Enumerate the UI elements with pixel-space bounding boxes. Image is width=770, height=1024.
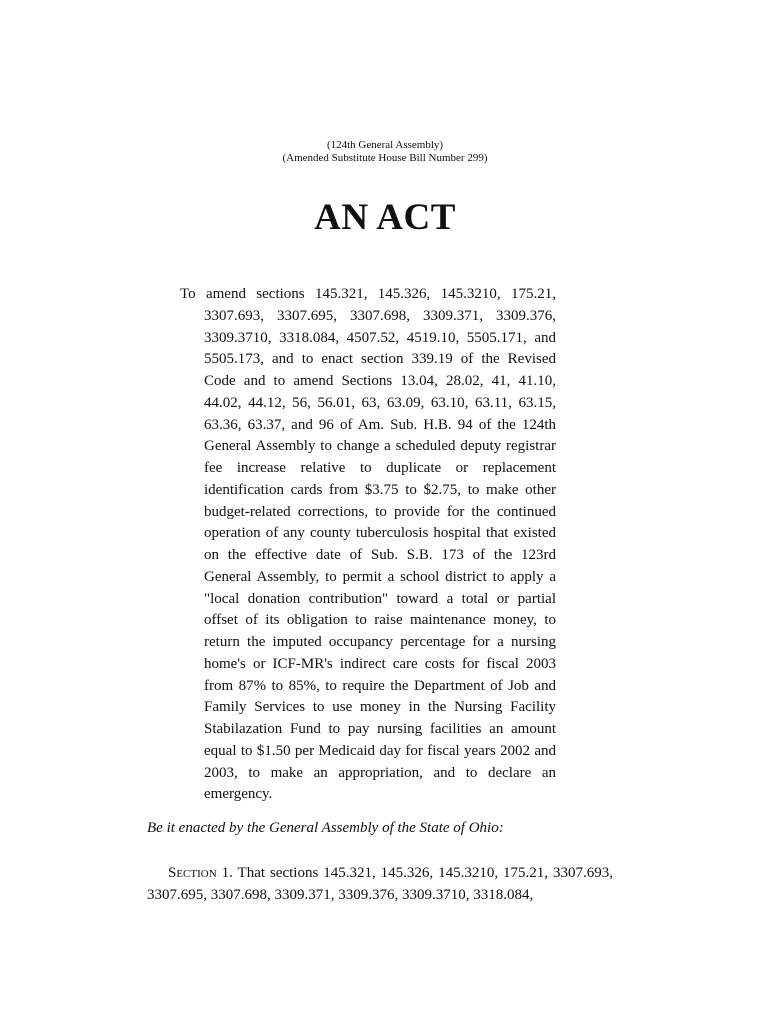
bill-number: (Amended Substitute House Bill Number 299) xyxy=(282,152,488,164)
assembly-number: (124th General Assembly) xyxy=(326,139,444,151)
section-1-label: Section 1. xyxy=(168,865,233,881)
enacting-clause: Be it enacted by the General Assembly of the State of Ohio: xyxy=(147,820,504,836)
act-title-text: To amend sections 145.321, 145.326, 145.3210, 175.21, 3307.693, 3307.695, 3307.698, 3309.371, 3309.376, 3309.3710, 3318.084, 4507.52, 4519.10, 5505.171, and 5505.173, and to enact section 339.19 of the Revised Code and to amend Sections 13.04, 28.02, 41, 41.10, 44.02, 44.12, 56, 56.01, 63, 63.09, 63.10, 63.11, 63.15, 63.36, 63.37, and 96 of Am. Sub. H.B. 94 of the 124th General Assembly to change a scheduled deputy registrar fee increase relative to duplicate or replacement identification cards from $3.75 to $2.75, to make other budget-related corrections, to provide for the continued operation of any county tuberculosis hospital that existed on the effective date of Sub. S.B. 173 of the 123rd General Assembly, to permit a school district to apply a "local donation contribution" toward a total or partial offset of its obligation to raise maintenance money, to return the imputed occupancy percentage for a nursing home's or ICF-MR's indirect care costs for fiscal 2003 from 87% to 85%, to require the Department of Job and Family Services to use money in the Nursing Facility Stabilazation Fund to pay nursing facilities an amount equal to $1.50 per Medicaid day for fiscal years 2002 and 2003, to make an appropriation, and to declare an emergency. xyxy=(180,286,556,803)
section-1-text: That sections 145.321, 145.326, 145.3210, 175.21, 3307.693, 3307.695, 3307.698, 3309.371, 3309.376, 3309.3710, 3318.084, xyxy=(147,865,613,903)
assembly-header xyxy=(0,139,770,165)
act-title: AN ACT xyxy=(314,197,456,238)
section-1 xyxy=(147,862,613,906)
